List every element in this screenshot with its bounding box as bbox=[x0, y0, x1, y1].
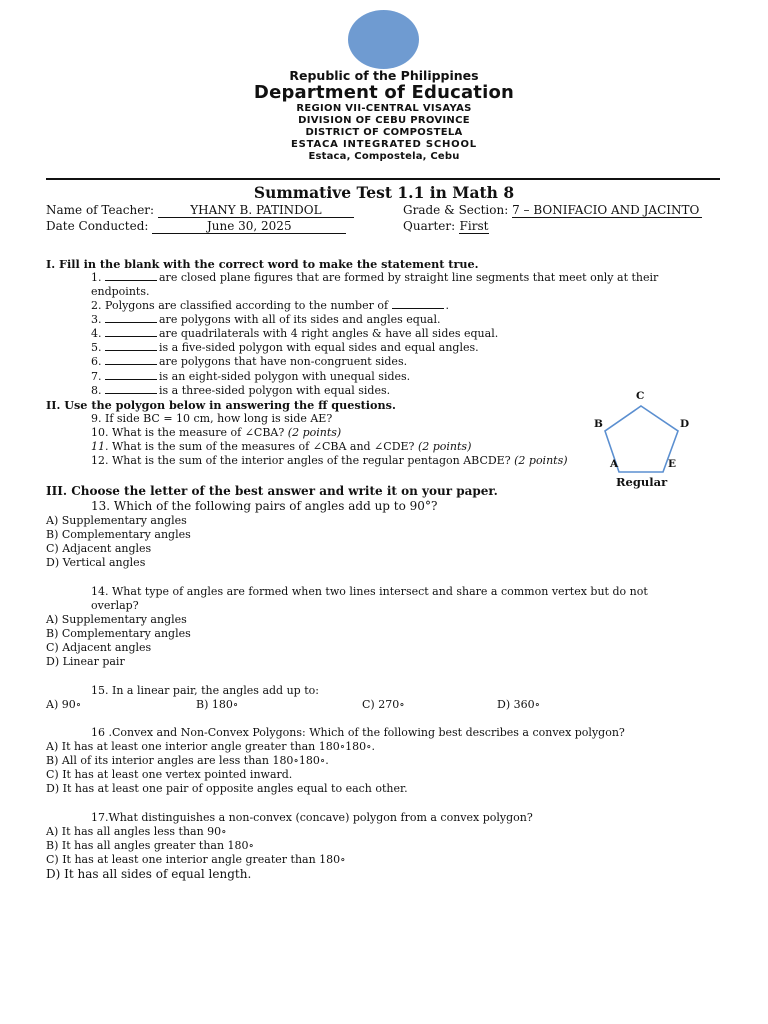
question-9: 9. If side BC = 10 cm, how long is side AE? bbox=[91, 412, 333, 425]
school-address: Estaca, Compostela, Cebu bbox=[308, 151, 460, 162]
part1-item-3: 3. are polygons with all of its sides and angles equal. bbox=[91, 313, 441, 326]
q17-choice-d: D) It has all sides of equal length. bbox=[46, 867, 252, 881]
q16-choice-d: D) It has at least one pair of opposite angles equal to each other. bbox=[46, 782, 408, 795]
part1-item-2: 2. Polygons are classified according to the number of . bbox=[91, 299, 450, 312]
q14-choice-a: A) Supplementary angles bbox=[46, 613, 187, 626]
vertex-label-a: A bbox=[610, 458, 619, 470]
part1-heading: I. Fill in the blank with the correct word to make the statement true. bbox=[46, 257, 479, 271]
quarter-info bbox=[403, 219, 489, 234]
department-heading: Department of Education bbox=[253, 82, 515, 103]
vertex-label-b: B bbox=[594, 418, 603, 430]
q17-choice-a: A) It has all angles less than 90∘ bbox=[46, 825, 227, 838]
date-value: June 30, 2025 bbox=[152, 220, 346, 234]
question-14: 14. What type of angles are formed when two lines intersect and share a common vertex but do not bbox=[91, 585, 648, 598]
part1-item-4: 4. are quadrilaterals with 4 right angles & have all sides equal. bbox=[91, 327, 499, 340]
q16-choice-b: B) All of its interior angles are less than 180∘180∘. bbox=[46, 754, 329, 767]
q17-choice-b: B) It has all angles greater than 180∘ bbox=[46, 839, 254, 852]
question-13: 13. Which of the following pairs of angles add up to 90°? bbox=[91, 499, 438, 513]
q15-choice-b: B) 180∘ bbox=[196, 698, 239, 711]
school-logo bbox=[348, 10, 419, 69]
date-label: Date Conducted: bbox=[46, 219, 149, 233]
q15-choice-a: A) 90∘ bbox=[46, 698, 82, 711]
teacher-value: YHANY B. PATINDOL bbox=[158, 204, 354, 218]
part1-item-5: 5. is a five-sided polygon with equal sides and equal angles. bbox=[91, 341, 479, 354]
q13-choice-d: D) Vertical angles bbox=[46, 556, 146, 569]
q14-choice-c: C) Adjacent angles bbox=[46, 641, 152, 654]
question-17: 17.What distinguishes a non-convex (concave) polygon from a convex polygon? bbox=[91, 811, 533, 824]
question-11: 11. What is the sum of the measures of ∠CBA and ∠CDE? (2 points) bbox=[91, 440, 472, 453]
part1-item-8: 8. is a three-sided polygon with equal sides. bbox=[91, 384, 391, 397]
region-heading: REGION VII-CENTRAL VISAYAS bbox=[296, 103, 472, 114]
part1-item-1: 1. are closed plane figures that are formed by straight line segments that meet only at their bbox=[91, 271, 659, 284]
figure-caption: Regular bbox=[616, 475, 668, 489]
vertex-label-e: E bbox=[668, 458, 677, 470]
question-14-cont: overlap? bbox=[91, 599, 139, 612]
grade-value: 7 – BONIFACIO AND JACINTO bbox=[512, 204, 702, 218]
question-16: 16 .Convex and Non-Convex Polygons: Which of the following best describes a convex polygon? bbox=[91, 726, 625, 739]
teacher-info bbox=[46, 203, 354, 218]
vertex-label-c: C bbox=[636, 390, 645, 402]
header-divider bbox=[46, 178, 720, 180]
part1-item-7: 7. is an eight-sided polygon with unequal sides. bbox=[91, 370, 411, 383]
vertex-label-d: D bbox=[680, 418, 690, 430]
question-10: 10. What is the measure of ∠CBA? (2 points) bbox=[91, 426, 342, 439]
q14-choice-b: B) Complementary angles bbox=[46, 627, 191, 640]
part3-heading: III. Choose the letter of the best answer and write it on your paper. bbox=[46, 484, 498, 498]
part2-heading: II. Use the polygon below in answering the ff questions. bbox=[46, 398, 396, 412]
part1-item-1-cont: endpoints. bbox=[91, 285, 150, 298]
school-heading: ESTACA INTEGRATED SCHOOL bbox=[291, 139, 477, 150]
date-info bbox=[46, 219, 346, 234]
q17-choice-c: C) It has at least one interior angle greater than 180∘ bbox=[46, 853, 346, 866]
test-title: Summative Test 1.1 in Math 8 bbox=[253, 183, 515, 202]
q13-choice-a: A) Supplementary angles bbox=[46, 514, 187, 527]
q16-choice-c: C) It has at least one vertex pointed inward. bbox=[46, 768, 293, 781]
q13-choice-c: C) Adjacent angles bbox=[46, 542, 152, 555]
quarter-value: First bbox=[459, 219, 489, 233]
republic-heading: Republic of the Philippines bbox=[289, 68, 479, 83]
question-15: 15. In a linear pair, the angles add up to: bbox=[91, 684, 319, 697]
question-12: 12. What is the sum of the interior angles of the regular pentagon ABCDE? (2 points) bbox=[91, 454, 568, 467]
grade-label: Grade & Section: bbox=[403, 203, 509, 217]
division-heading: DIVISION OF CEBU PROVINCE bbox=[298, 115, 470, 126]
grade-info bbox=[403, 203, 702, 218]
district-heading: DISTRICT OF COMPOSTELA bbox=[305, 127, 463, 138]
q15-choice-d: D) 360∘ bbox=[497, 698, 540, 711]
teacher-label: Name of Teacher: bbox=[46, 203, 155, 217]
part1-item-6: 6. are polygons that have non-congruent sides. bbox=[91, 355, 408, 368]
q14-choice-d: D) Linear pair bbox=[46, 655, 125, 668]
q16-choice-a: A) It has at least one interior angle greater than 180∘180∘. bbox=[46, 740, 375, 753]
q13-choice-b: B) Complementary angles bbox=[46, 528, 191, 541]
quarter-label: Quarter: bbox=[403, 219, 456, 233]
q15-choice-c: C) 270∘ bbox=[362, 698, 405, 711]
